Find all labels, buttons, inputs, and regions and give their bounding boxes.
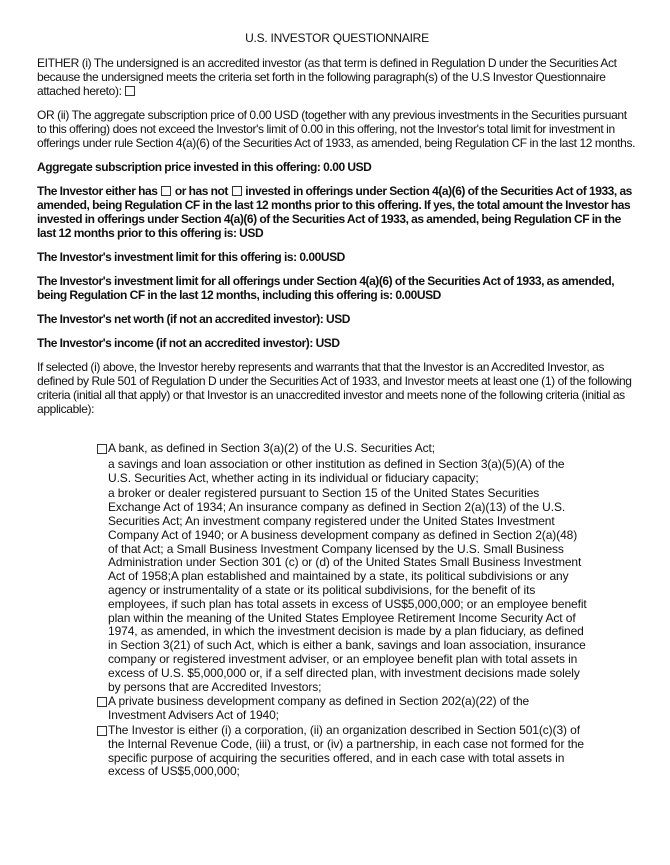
has-invested-checkbox[interactable] <box>161 186 171 196</box>
entity-criteria-checkbox[interactable] <box>97 726 107 736</box>
criteria-item-private-bdc <box>98 695 588 723</box>
criteria-text: A bank, as defined in Section 3(a)(2) of the U.S. Securities Act; <box>108 441 436 455</box>
criteria-text: A private business development company as defined in Section 202(a)(22) of the Investment Advisers Act of 1940; <box>108 694 530 723</box>
criteria-subtext: a savings and loan association or other institution as defined in Section 3(a)(5)(A) of the U.S. Securities Act, whether acting in its individual or fiduciary capacity; <box>108 456 565 485</box>
prior-investment-part2: or has not <box>174 184 228 198</box>
criteria-item-entity <box>98 724 588 779</box>
criteria-subtext: a broker or dealer registered pursuant to Section 15 of the United States Securities Exchange Act of 1934; An insurance company as defined in Section 2(a)(13) of the U.S. Securities Act; An investment company registered under the United States Investment Company Act of 1940; or A business development company as defined in Section 2(a)(48) of that Act; a Small Business Investment Company licensed by the U.S. Small Business Administration under Section 301 (c) or (d) of the United States Small Business Investment Act of 1958;A plan established and maintained by a state, its political subdivisions or any agency or instrumentality of a state or its political subdivisions, for the benefit of its employees, if such plan has total assets in excess of US$5,000,000; or an employee benefit plan within the meaning of the United States Employee Retirement Income Security Act of 1974, as amended, in which the investment decision is made by a plan fiduciary, as defined in Section 3(21) of such Act, which is either a bank, savings and loan association, insurance company or registered investment adviser, or an employee benefit plan with total assets in excess of U.S. $5,000,000 or, if a self directed plan, with investment decisions made solely by persons that are Accredited Investors; <box>108 486 587 694</box>
representation-paragraph: If selected (i) above, the Investor hereby represents and warrants that that the Investor is an Accredited Investor, as defined by Rule 501 of Regulation D under the Securities Act of 1933, and Investor meets at least one (1) of the following criteria (initial all that apply) or that Investor is an unaccredited investor and meets none of the following criteria (initial as applicable): <box>37 360 632 416</box>
questionnaire-page <box>37 31 637 426</box>
prior-investment-part3: invested in offerings under Section 4(a)(6) of the Securities Act of 1933, as amended, being Regulation CF in the last 12 months prior to this offering. If yes, the total amount the Investor has invested in offerings under Section 4(a)(6) of the Securities Act of 1933, as amended, being Regulation CF in the last 12 months prior to this offering is: USD <box>37 184 632 240</box>
accredited-investor-checkbox[interactable] <box>125 86 135 96</box>
prior-investment-paragraph <box>37 184 637 240</box>
private-bdc-criteria-checkbox[interactable] <box>97 697 107 707</box>
criteria-item-bank <box>98 442 588 694</box>
aggregate-price-line: Aggregate subscription price invested in this offering: 0.00 USD <box>37 160 372 174</box>
criteria-text: The Investor is either (i) a corporation, (ii) an organization described in Section 501(c)(3) of the Internal Revenue Code, (iii) a trust, or (iv) a partnership, in each case not formed for the specific purpose of acquiring the securities offered, and in each case with total assets in excess of US$5,000,000; <box>108 722 584 779</box>
option-i-text: EITHER (i) The undersigned is an accredited investor (as that term is defined in Regulation D under the Securities Act because the undersigned meets the criteria set forth in the following paragraph(s) of the U.S Investor Questionnaire attached hereto): <box>37 56 617 98</box>
prior-investment-part1: The Investor either has <box>37 184 158 198</box>
net-worth-line: The Investor's net worth (if not an accredited investor): USD <box>37 312 350 326</box>
document-title: U.S. INVESTOR QUESTIONNAIRE <box>245 31 429 45</box>
option-ii-paragraph: OR (ii) The aggregate subscription price of 0.00 USD (together with any previous investments in the Securities pursuant to this offering) does not exceed the Investor's limit of 0.00 in this offering, not the Investor's total limit for investment in offerings under rule Section 4(a)(6) of the Securities Act of 1933, as amended, being Regulation CF in the last 12 months. <box>37 108 636 150</box>
income-line: The Investor's income (if not an accredited investor): USD <box>37 336 340 350</box>
accreditation-criteria-list <box>98 442 588 780</box>
limit-all-offerings-line: The Investor's investment limit for all offerings under Section 4(a)(6) of the Securities Act of 1933, as amended, being Regulation CF in the last 12 months, including this offering is: 0.00USD <box>37 274 615 302</box>
limit-this-offering-line: The Investor's investment limit for this offering is: 0.00USD <box>37 250 345 264</box>
bank-criteria-checkbox[interactable] <box>97 444 107 454</box>
has-not-invested-checkbox[interactable] <box>232 186 242 196</box>
option-i-paragraph <box>37 56 637 98</box>
